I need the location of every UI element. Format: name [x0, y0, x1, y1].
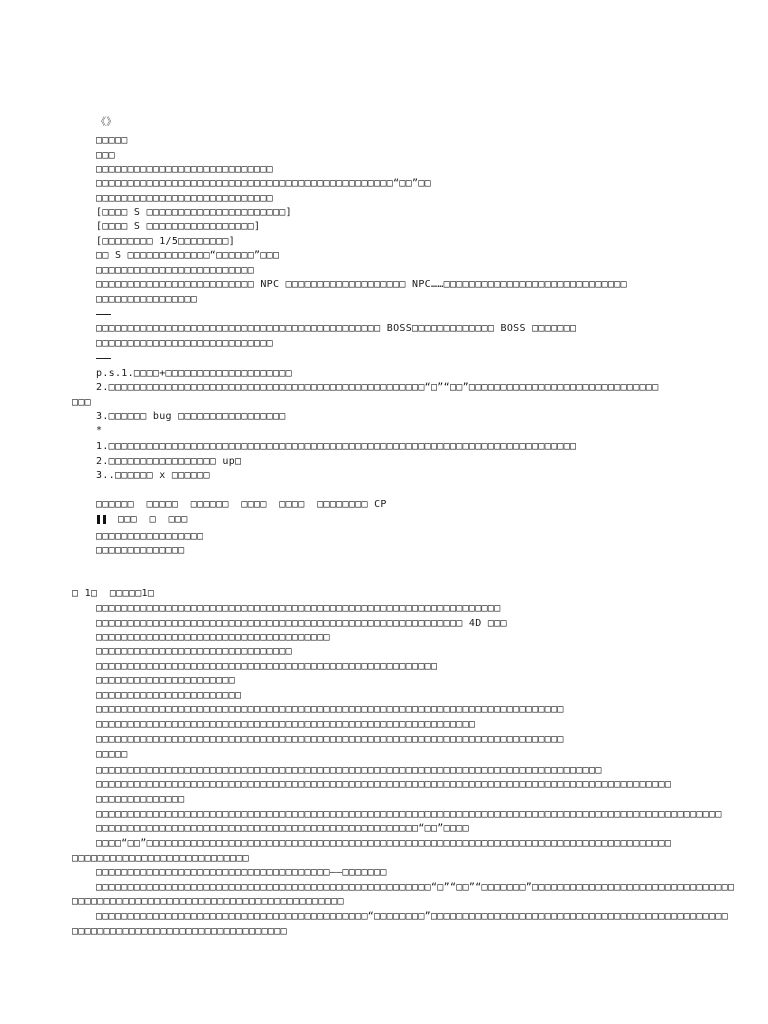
paragraph-line: □□□□□ [96, 749, 128, 760]
paragraph-line: □□□□□□□□□□□□□□□□□□□□□□□□□□□□□□□□□□□□□□□□□□□□□□□□□□□□□“□”“□□”“□□□□□□□”□□□□□□□□□□□□□□□□□□□□□□□□□□□□□□□□ [96, 882, 735, 893]
ps-note: 3.□□□□□□ bug □□□□□□□□□□□□□□□□□ [96, 411, 286, 422]
separator-line [96, 314, 111, 315]
paragraph-line-wrap: □□□□□□□□□□□□□□□□□□□□□□□□□□□□□□□□□□ [72, 926, 287, 937]
paragraph-line: □□□□□□□□□□□□□□□□□□□□□□□□□□□□□□□ [96, 646, 292, 657]
paragraph-line: □□□□□□□□□□□□□□□□□□□□□□□□□□□□□□□□□□□□□□□□□□□□□□□□□□□□□□□□□□□□□□□□ [96, 603, 501, 614]
bracket-line: [□□□□ S □□□□□□□□□□□□□□□□□] [96, 221, 261, 232]
paragraph-line: □□□□□□□□□□□□□□□□□□□□□□□□□□□□□□□□□□□□□ [96, 632, 330, 643]
paragraph-line: □□□□□□□□□□□□□□□□□□□□□□□□□□□□□□□□□□□□□□□□□□□“□□□□□□□□”□□□□□□□□□□□□□□□□□□□□□□□□□□□□□□□□□□□□□□□□□□□□□□□ [96, 911, 729, 922]
intro-line: □□□□□□□□□□□□□□□□□□□□□□□□□□□□ [96, 338, 273, 349]
intro-line: □□□□□□□□□□□□□□□□□□□□□□□□□□□□□□□□□□□□□□□□□□□□□□□“□□”□□ [96, 178, 431, 189]
intro-line: □□□□□□□□□□□□□□□□□□□□□□□□□□□□ [96, 193, 273, 204]
info-line: □□□□□□□□□□□□□□ [96, 545, 185, 556]
author-line: □□□□□ [96, 135, 128, 146]
asterisk-line: * [96, 425, 103, 436]
paragraph-line: □□□□□□□□□□□□□□□□□□□□□□□□□□□□□□□□□□□□□□□□□□□□□□□□□□□□□□□□□□□□□□□□□□□□□□□□□□ [96, 704, 564, 715]
paragraph-line: □□□□□□□□□□□□□□□□□□□□□□□□□□□□□□□□□□□□□□□□□□□□□□□□□□□□□□□□□□□□□□□□□□□□□□□□□□□□□□□□□□□□□□□□□□□□□□□□□□□ [96, 809, 722, 820]
paragraph-line: □□□□□□□□□□□□□□□□□□□□□□□□□□□□□□□□□□□□□□□□□□□□□□□□□□□□□□□□□□□□ [96, 719, 476, 730]
numbered-note: 1.□□□□□□□□□□□□□□□□□□□□□□□□□□□□□□□□□□□□□□□□□□□□□□□□□□□□□□□□□□□□□□□□□□□□□□□□□□ [96, 441, 577, 452]
separator-line [96, 358, 111, 359]
paragraph-line: □□□□□□□□□□□□□□□□□□□□□□□□□□□□□□□□□□□□□□□□□□□□□□□□□□□□□□□□□□□□□□□□□□□□□□□□□□□□□□□□□□□□□□□□□□□ [96, 779, 672, 790]
paragraph-line: □□□□□□□□□□□□□□□□□□□□□□□□□□□□□□□□□□□□□□□□□□□□□□□□□□□□□□ [96, 661, 438, 672]
ps-note: p.s.1.□□□□+□□□□□□□□□□□□□□□□□□□□ [96, 368, 292, 379]
intro-heading: □□□ [96, 150, 115, 161]
numbered-note: 2.□□□□□□□□□□□□□□□□□ up□ [96, 456, 242, 467]
intro-line: □□□□□□□□□□□□□□□□ [96, 294, 198, 305]
bracket-line: [□□□□□□□□ 1/5□□□□□□□□] [96, 236, 236, 247]
pause-line-text: □□□ □ □□□ [118, 514, 188, 525]
pause-icon [97, 515, 107, 524]
paragraph-line: □□□□“□□”□□□□□□□□□□□□□□□□□□□□□□□□□□□□□□□□□□□□□□□□□□□□□□□□□□□□□□□□□□□□□□□□□□□□□□□□□□□□□□□□□□□ [96, 838, 672, 849]
info-line: □□□□□□□□□□□□□□□□□ [96, 531, 204, 542]
bracket-line: [□□□□ S □□□□□□□□□□□□□□□□□□□□□□] [96, 207, 292, 218]
numbered-note: 3..□□□□□□ x □□□□□□ [96, 470, 210, 481]
paragraph-line-wrap: □□□□□□□□□□□□□□□□□□□□□□□□□□□□□□□□□□□□□□□□□□□ [72, 896, 344, 907]
ps-note: 2.□□□□□□□□□□□□□□□□□□□□□□□□□□□□□□□□□□□□□□□□□□□□□□□□□□“□”“□□”□□□□□□□□□□□□□□□□□□□□□□□□□□□□□□ [96, 382, 659, 393]
chapter-heading: □ 1□ □□□□□1□ [72, 588, 155, 599]
intro-line: □□ S □□□□□□□□□□□□□“□□□□□□”□□□ [96, 250, 280, 261]
book-title: 《》 [96, 117, 117, 128]
paragraph-line-wrap: □□□□□□□□□□□□□□□□□□□□□□□□□□□□ [72, 853, 249, 864]
paragraph-line: □□□□□□□□□□□□□□□□□□□□□□□□□□□□□□□□□□□□□□□□□□□□□□□□□□□□□□□□□□□□□□□□□□□□□□□□□□□□□□□□ [96, 765, 602, 776]
intro-line: □□□□□□□□□□□□□□□□□□□□□□□□□□□□ [96, 164, 273, 175]
paragraph-line: □□□□□□□□□□□□□□□□□□□□□□□ [96, 690, 242, 701]
paragraph-line: □□□□□□□□□□□□□□□□□□□□□□□□□□□□□□□□□□□□□——□□□□□□□ [96, 867, 387, 878]
paragraph-line: □□□□□□□□□□□□□□ [96, 794, 185, 805]
boss-line: □□□□□□□□□□□□□□□□□□□□□□□□□□□□□□□□□□□□□□□□□□□□□ BOSS□□□□□□□□□□□□□ BOSS □□□□□□□ [96, 323, 577, 334]
tags-line: □□□□□□ □□□□□ □□□□□□ □□□□ □□□□ □□□□□□□□ CP [96, 499, 387, 510]
paragraph-line: □□□□□□□□□□□□□□□□□□□□□□□□□□□□□□□□□□□□□□□□□□□□□□□□□□□□□□□□□□ 4D □□□ [96, 618, 507, 629]
paragraph-line: □□□□□□□□□□□□□□□□□□□□□□□□□□□□□□□□□□□□□□□□□□□□□□□□□□□“□□”□□□□ [96, 823, 469, 834]
ps-note-wrap: □□□ [72, 397, 91, 408]
paragraph-line: □□□□□□□□□□□□□□□□□□□□□□□□□□□□□□□□□□□□□□□□□□□□□□□□□□□□□□□□□□□□□□□□□□□□□□□□□□ [96, 734, 564, 745]
intro-line: □□□□□□□□□□□□□□□□□□□□□□□□□ [96, 265, 255, 276]
npc-line: □□□□□□□□□□□□□□□□□□□□□□□□□ NPC □□□□□□□□□□□□□□□□□□□ NPC……□□□□□□□□□□□□□□□□□□□□□□□□□□□□□ [96, 279, 627, 290]
paragraph-line: □□□□□□□□□□□□□□□□□□□□□□ [96, 675, 236, 686]
